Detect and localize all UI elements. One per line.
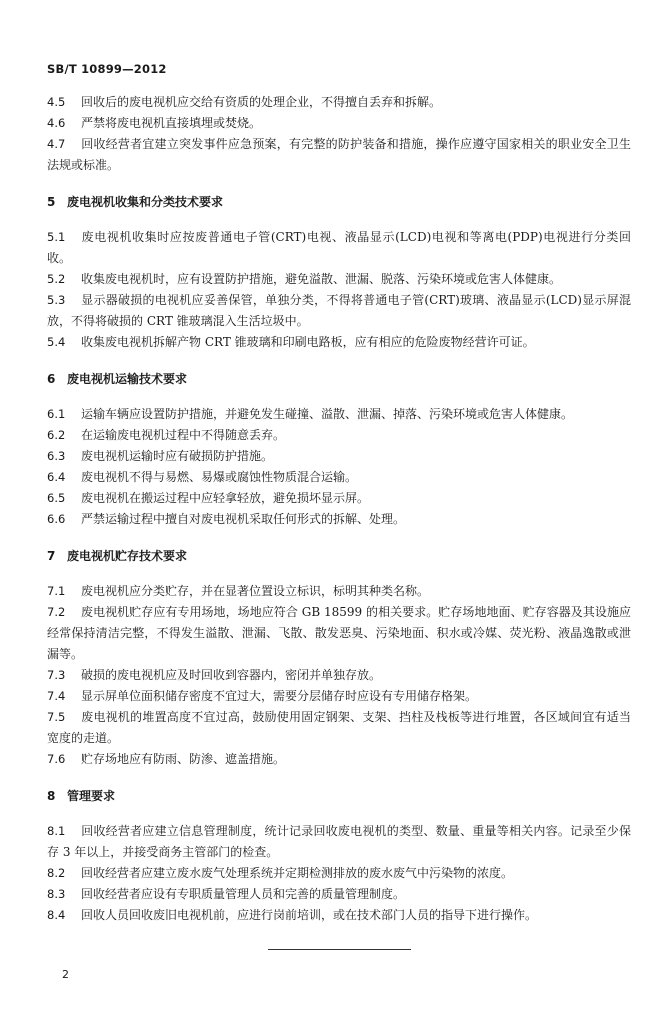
section-heading	[47, 546, 631, 567]
clause-number: 8.1	[47, 824, 66, 838]
clause-text: 回收后的废电视机应交给有资质的处理企业，不得擅自丢弃和拆解。	[81, 95, 442, 109]
clause-paragraph	[47, 509, 631, 530]
section-heading	[47, 786, 631, 807]
clause-paragraph	[47, 92, 631, 113]
clause-text: 回收经营者应建立废水废气处理系统并定期检测排放的废水废气中污染物的浓度。	[81, 866, 514, 880]
section-heading	[47, 192, 631, 213]
clause-number: 5.1	[47, 230, 66, 244]
clause-text: 收集废电视机拆解产物 CRT 锥玻璃和印刷电路板，应有相应的危险废物经营许可证。	[81, 335, 535, 349]
clause-text: 显示器破损的电视机应妥善保管，单独分类，不得将普通电子管(CRT)玻璃、液晶显示(LCD)显示屏混放，不得将破损的 CRT 锥玻璃混入生活垃圾中。	[47, 293, 631, 328]
clause-number: 5.2	[47, 272, 66, 286]
clause-text: 废电视机在搬运过程中应轻拿轻放，避免损坏显示屏。	[81, 491, 370, 505]
clause-text: 废电视机运输时应有破损防护措施。	[81, 449, 274, 463]
clause-text: 回收经营者宜建立突发事件应急预案，有完整的防护装备和措施，操作应遵守国家相关的职业安全卫生法规或标准。	[47, 137, 631, 172]
section-heading	[47, 369, 631, 390]
clause-paragraph	[47, 488, 631, 509]
clause-paragraph	[47, 905, 631, 926]
clause-paragraph	[47, 113, 631, 134]
clause-paragraph	[47, 602, 631, 665]
section-number: 6	[47, 372, 56, 386]
clause-number: 8.4	[47, 908, 66, 922]
clause-paragraph	[47, 749, 631, 770]
section-title: 管理要求	[67, 789, 116, 803]
clause-paragraph	[47, 821, 631, 863]
section-title: 废电视机贮存技术要求	[67, 549, 188, 563]
clause-text: 废电视机不得与易燃、易爆或腐蚀性物质混合运输。	[81, 470, 358, 484]
end-rule	[268, 949, 411, 950]
clause-text: 废电视机贮存应有专用场地，场地应符合 GB 18599 的相关要求。贮存场地地面、贮存容器及其设施应经常保持清洁完整，不得发生溢散、泄漏、飞散、散发恶臭、污染地面、积水或冷媒、荧光粉、液晶逸散或泄漏等。	[47, 605, 631, 661]
page-number: 2	[62, 968, 69, 981]
clause-paragraph	[47, 665, 631, 686]
clause-number: 4.7	[47, 137, 66, 151]
clause-number: 6.3	[47, 449, 66, 463]
clause-number: 4.6	[47, 116, 66, 130]
section-title: 废电视机收集和分类技术要求	[67, 195, 224, 209]
clause-paragraph	[47, 686, 631, 707]
clause-number: 7.4	[47, 689, 66, 703]
clause-paragraph	[47, 884, 631, 905]
clause-paragraph	[47, 863, 631, 884]
standard-code-header: SB/T 10899—2012	[47, 62, 167, 76]
clause-number: 6.4	[47, 470, 66, 484]
section-title: 废电视机运输技术要求	[67, 372, 188, 386]
clause-number: 6.6	[47, 512, 66, 526]
clause-text: 收集废电视机时，应有设置防护措施，避免溢散、泄漏、脱落、污染环境或危害人体健康。	[81, 272, 562, 286]
section-number: 8	[47, 789, 56, 803]
clause-number: 6.5	[47, 491, 66, 505]
clause-number: 5.3	[47, 293, 66, 307]
clause-number: 6.2	[47, 428, 66, 442]
clause-text: 废电视机的堆置高度不宜过高，鼓励使用固定钢架、支架、挡柱及栈板等进行堆置，各区域间宜有适当宽度的走道。	[47, 710, 631, 745]
clause-text: 破损的废电视机应及时回收到容器内，密闭并单独存放。	[81, 668, 382, 682]
clause-paragraph	[47, 707, 631, 749]
clause-text: 贮存场地应有防雨、防渗、遮盖措施。	[81, 752, 286, 766]
clause-paragraph	[47, 290, 631, 332]
document-body	[47, 92, 631, 926]
section-number: 7	[47, 549, 56, 563]
clause-text: 显示屏单位面积储存密度不宜过大，需要分层储存时应设有专用储存格架。	[81, 689, 478, 703]
clause-paragraph	[47, 332, 631, 353]
clause-text: 严禁运输过程中擅自对废电视机采取任何形式的拆解、处理。	[81, 512, 406, 526]
clause-number: 4.5	[47, 95, 66, 109]
clause-text: 严禁将废电视机直接填埋或焚烧。	[81, 116, 262, 130]
clause-number: 5.4	[47, 335, 66, 349]
clause-paragraph	[47, 269, 631, 290]
clause-number: 7.5	[47, 710, 66, 724]
clause-number: 8.3	[47, 887, 66, 901]
clause-text: 回收经营者应建立信息管理制度，统计记录回收废电视机的类型、数量、重量等相关内容。记录至少保存 3 年以上，并接受商务主管部门的检查。	[47, 824, 631, 859]
clause-number: 8.2	[47, 866, 66, 880]
clause-paragraph	[47, 467, 631, 488]
clause-text: 运输车辆应设置防护措施，并避免发生碰撞、溢散、泄漏、掉落、污染环境或危害人体健康。	[81, 407, 574, 421]
clause-number: 6.1	[47, 407, 66, 421]
clause-paragraph	[47, 581, 631, 602]
clause-text: 废电视机收集时应按废普通电子管(CRT)电视、液晶显示(LCD)电视和等离电(PDP)电视进行分类回收。	[47, 230, 631, 265]
clause-paragraph	[47, 227, 631, 269]
clause-text: 回收经营者应设有专职质量管理人员和完善的质量管理制度。	[81, 887, 406, 901]
clause-number: 7.6	[47, 752, 66, 766]
clause-paragraph	[47, 425, 631, 446]
clause-number: 7.3	[47, 668, 66, 682]
clause-text: 回收人员回收废旧电视机前，应进行岗前培训，或在技术部门人员的指导下进行操作。	[81, 908, 538, 922]
clause-text: 废电视机应分类贮存，并在显著位置设立标识，标明其种类名称。	[81, 584, 430, 598]
clause-text: 在运输废电视机过程中不得随意丢弃。	[81, 428, 286, 442]
clause-paragraph	[47, 404, 631, 425]
clause-paragraph	[47, 446, 631, 467]
clause-paragraph	[47, 134, 631, 176]
clause-number: 7.2	[47, 605, 66, 619]
section-number: 5	[47, 195, 56, 209]
clause-number: 7.1	[47, 584, 66, 598]
